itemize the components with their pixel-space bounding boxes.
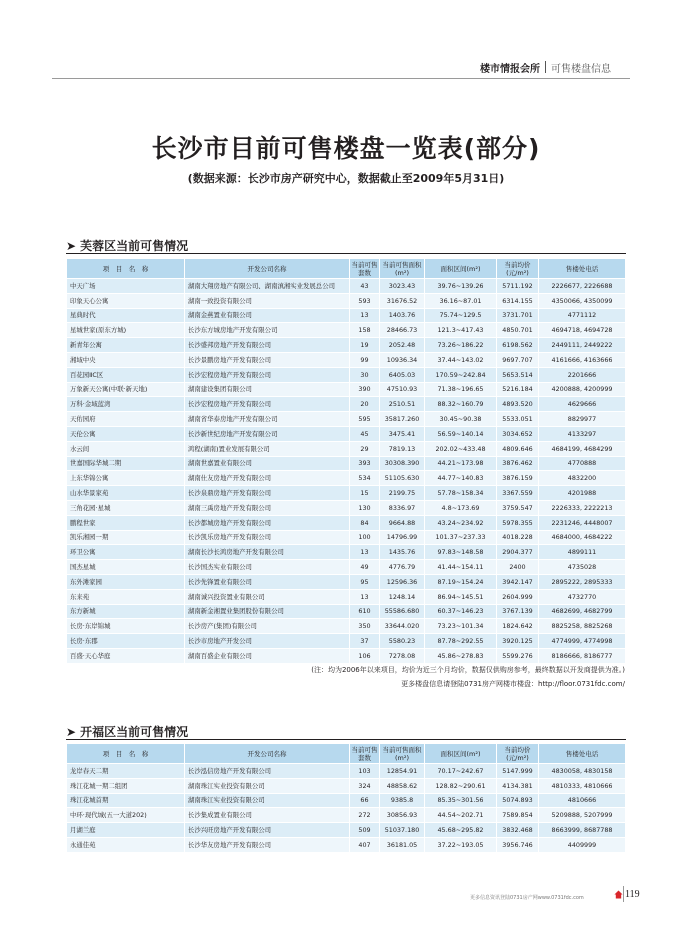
table-cell: 湖南金燕置业有限公司 (185, 308, 350, 323)
table-cell: 8186666, 8186777 (539, 648, 626, 663)
table-cell: 长沙兴旺房地产开发有限公司 (185, 823, 350, 838)
table-row (67, 308, 626, 323)
page-title: 长沙市目前可售楼盘一览表(部分) (151, 134, 541, 163)
table-cell: 128.82~290.61 (425, 778, 497, 793)
table-cell: 4774999, 4774998 (539, 634, 626, 649)
table-cell: 4629666 (539, 397, 626, 412)
table-cell: 121.3~417.43 (425, 323, 497, 338)
table-cell: 三角花园·星城 (67, 500, 185, 515)
table-cell: 东方新城 (67, 604, 185, 619)
page-header (480, 58, 630, 76)
table-row (67, 793, 626, 808)
table-cell: 长沙都城房地产开发有限公司 (185, 515, 350, 530)
more-info-link-text: 更多楼盘信息请登陆0731房产网楼市楼盘：http://floor.0731fdc.com/ (401, 680, 625, 688)
table-row (67, 500, 626, 515)
table-cell: 4.8~173.69 (425, 500, 497, 515)
table-cell: 4899111 (539, 545, 626, 560)
table-header-row (67, 259, 626, 279)
table-row (67, 279, 626, 294)
table-row (67, 352, 626, 367)
table-row (67, 367, 626, 382)
column-header: 项 目 名 称 (67, 744, 185, 764)
house-icon (614, 890, 623, 899)
table-row (67, 515, 626, 530)
table-row (67, 471, 626, 486)
table-cell: 天佑园府 (67, 412, 185, 427)
table-cell: 4810333, 4810666 (539, 778, 626, 793)
table-cell: 36181.05 (380, 837, 425, 852)
table-cell: 73.23~101.34 (425, 619, 497, 634)
table-cell: 49 (350, 560, 380, 575)
table-cell: 2604.999 (497, 589, 539, 604)
table-cell: 30856.93 (380, 808, 425, 823)
table-cell: 101.37~237.33 (425, 530, 497, 545)
table-cell: 2895222, 2895333 (539, 574, 626, 589)
table-cell: 14796.99 (380, 530, 425, 545)
table-cell: 5978.355 (497, 515, 539, 530)
table-cell: 3876.159 (497, 471, 539, 486)
table-cell: 3942.147 (497, 574, 539, 589)
table-cell: 87.78~292.55 (425, 634, 497, 649)
table-cell: 3767.139 (497, 604, 539, 619)
table-cell: 509 (350, 823, 380, 838)
column-header: 当前均价(元/m²) (497, 259, 539, 279)
section-divider (66, 739, 626, 740)
table-row (67, 764, 626, 779)
column-header: 面积区间(m²) (425, 744, 497, 764)
table-cell: 10936.34 (380, 352, 425, 367)
table-cell: 30.45~90.38 (425, 412, 497, 427)
table-cell: 印象天心公寓 (67, 293, 185, 308)
table-cell: 百花园ⅡC区 (67, 367, 185, 382)
table-cell: 4161666, 4163666 (539, 352, 626, 367)
table-cell: 37.44~143.02 (425, 352, 497, 367)
table-cell: 4810666 (539, 793, 626, 808)
table-cell: 9385.8 (380, 793, 425, 808)
table-cell: 5599.276 (497, 648, 539, 663)
table-cell: 1248.14 (380, 589, 425, 604)
table-row (67, 486, 626, 501)
table-cell: 3475.41 (380, 426, 425, 441)
table-cell: 28466.73 (380, 323, 425, 338)
table-cell: 35817.260 (380, 412, 425, 427)
table-cell: 5711.192 (497, 279, 539, 294)
table-cell: 长房·东郡 (67, 634, 185, 649)
table-cell: 百盛·天心华庭 (67, 648, 185, 663)
table-cell: 595 (350, 412, 380, 427)
table-cell: 长沙宏程房地产开发有限公司 (185, 397, 350, 412)
table-cell: 月湖兰庭 (67, 823, 185, 838)
table-cell: 45.86~278.83 (425, 648, 497, 663)
table-cell: 106 (350, 648, 380, 663)
table-cell: 湖南建设集团有限公司 (185, 382, 350, 397)
table-row (67, 456, 626, 471)
table-cell: 龙岸春天二期 (67, 764, 185, 779)
header-section: 楼市情报会所 (480, 63, 540, 75)
table-cell: 湖南长沙长鸿房地产开发有限公司 (185, 545, 350, 560)
table-cell: 万科·金域蓝湾 (67, 397, 185, 412)
section-heading-kaifu (66, 723, 188, 740)
section-title: 开福区当前可售情况 (80, 725, 189, 739)
table-header-row (67, 744, 626, 764)
table-cell: 48858.62 (380, 778, 425, 793)
table-cell: 45 (350, 426, 380, 441)
column-header: 项 目 名 称 (67, 259, 185, 279)
table-cell: 13 (350, 545, 380, 560)
table-cell: 8663999, 8687788 (539, 823, 626, 838)
listing-table-kaifu (66, 743, 626, 853)
table-cell: 610 (350, 604, 380, 619)
table-cell: 13 (350, 589, 380, 604)
table-row (67, 426, 626, 441)
column-header: 售楼处电话 (539, 259, 626, 279)
table-cell: 1403.76 (380, 308, 425, 323)
table-cell: 20 (350, 397, 380, 412)
table-cell: 57.78~158.34 (425, 486, 497, 501)
table-cell: 2510.51 (380, 397, 425, 412)
column-header: 售楼处电话 (539, 744, 626, 764)
table-cell: 37.22~193.05 (425, 837, 497, 852)
column-header: 当前可售套数 (351, 745, 378, 762)
table-cell: 湖南省华泰房地产开发有限公司 (185, 412, 350, 427)
table-row (67, 545, 626, 560)
table-row (67, 338, 626, 353)
table-cell: 星城世家(原东方城) (67, 323, 185, 338)
table-cell: 长沙凯乐房地产开发有限公司 (185, 530, 350, 545)
table-cell: 4134.381 (497, 778, 539, 793)
table-cell: 长沙先锋置业有限公司 (185, 574, 350, 589)
table-row (67, 619, 626, 634)
table-cell: 湖南仕友房地产开发有限公司 (185, 471, 350, 486)
header-subsection: 可售楼盘信息 (551, 63, 611, 75)
arrow-icon: ➤ (66, 724, 77, 739)
table-cell: 390 (350, 382, 380, 397)
table-cell: 永通佳苑 (67, 837, 185, 852)
table-cell: 41.44~154.11 (425, 560, 497, 575)
table-cell: 3367.559 (497, 486, 539, 501)
header-separator (545, 61, 546, 73)
table-cell: 湘域中央 (67, 352, 185, 367)
table-row (67, 397, 626, 412)
table-cell: 13 (350, 308, 380, 323)
table-row (67, 589, 626, 604)
table-cell: 1824.642 (497, 619, 539, 634)
table-cell: 珠江花城一期二组团 (67, 778, 185, 793)
table-cell: 324 (350, 778, 380, 793)
table-cell: 8825258, 8825268 (539, 619, 626, 634)
table-cell: 97.83~148.58 (425, 545, 497, 560)
table-cell: 4694718, 4694728 (539, 323, 626, 338)
section-heading-furong (66, 237, 188, 254)
table-cell: 万象新天公寓(中联·新天地) (67, 382, 185, 397)
table-cell: 长沙东方城房地产开发有限公司 (185, 323, 350, 338)
table-cell: 湖南大翔房地产有限公司、湖南滇湘实业发展总公司 (185, 279, 350, 294)
table-cell: 100 (350, 530, 380, 545)
table-cell: 2199.75 (380, 486, 425, 501)
table-cell: 中环·现代城(五一大道202) (67, 808, 185, 823)
table-cell: 长沙国杰实业有限公司 (185, 560, 350, 575)
table-cell: 19 (350, 338, 380, 353)
footer-text: 更多信息资讯登陆0731房产网www.0731fdc.com (470, 895, 584, 901)
table-cell: 5533.051 (497, 412, 539, 427)
table-cell: 4018.228 (497, 530, 539, 545)
table-row (67, 604, 626, 619)
table-cell: 5653.514 (497, 367, 539, 382)
table-cell: 29 (350, 441, 380, 456)
table-cell: 7278.08 (380, 648, 425, 663)
table-cell: 45.68~295.82 (425, 823, 497, 838)
table-cell: 长沙新世纪房地产开发有限公司 (185, 426, 350, 441)
table-cell: 43.24~234.92 (425, 515, 497, 530)
page-subtitle: (数据来源：长沙市房产研究中心，数据截止至2009年5月31日) (187, 172, 505, 185)
table-cell: 湖南珠江实业投资有限公司 (185, 778, 350, 793)
table-cell: 2400 (497, 560, 539, 575)
table-cell: 202.02~433.48 (425, 441, 497, 456)
table-row (67, 560, 626, 575)
table-cell: 2052.48 (380, 338, 425, 353)
table-cell: 3759.547 (497, 500, 539, 515)
table-cell: 66 (350, 793, 380, 808)
table-cell: 1435.76 (380, 545, 425, 560)
table-cell: 湖南珠江实业投资有限公司 (185, 793, 350, 808)
table-cell: 407 (350, 837, 380, 852)
table-cell: 103 (350, 764, 380, 779)
table-cell: 4771112 (539, 308, 626, 323)
table-cell: 长沙宏程房地产开发有限公司 (185, 367, 350, 382)
table-cell: 4732770 (539, 589, 626, 604)
table-cell: 99 (350, 352, 380, 367)
table-cell: 湖南百盛企业有限公司 (185, 648, 350, 663)
table-cell: 8829977 (539, 412, 626, 427)
table-cell: 9664.88 (380, 515, 425, 530)
table-cell: 长沙市房地产开发公司 (185, 634, 350, 649)
table-cell: 环卫公寓 (67, 545, 185, 560)
table-cell: 36.16~87.01 (425, 293, 497, 308)
table-cell: 长沙房产(集团)有限公司 (185, 619, 350, 634)
table-cell: 55586.680 (380, 604, 425, 619)
table-row (67, 441, 626, 456)
table-cell: 43 (350, 279, 380, 294)
table-cell: 4832200 (539, 471, 626, 486)
table-cell: 中天广场 (67, 279, 185, 294)
table-cell: 长沙泓信房地产开发有限公司 (185, 764, 350, 779)
table-cell: 上东华锦公寓 (67, 471, 185, 486)
table-cell: 长沙华友房地产开发有限公司 (185, 837, 350, 852)
table-cell: 4133297 (539, 426, 626, 441)
table-cell: 3832.468 (497, 823, 539, 838)
table-cell: 珠江花城首期 (67, 793, 185, 808)
table-row (67, 530, 626, 545)
table-cell: 44.21~173.98 (425, 456, 497, 471)
table-cell: 世嘉国际华城二期 (67, 456, 185, 471)
table-cell: 130 (350, 500, 380, 515)
column-header: 当前可售面积(m²) (380, 744, 425, 764)
table-cell: 33644.020 (380, 619, 425, 634)
table-cell: 天伦公寓 (67, 426, 185, 441)
table-cell: 39.76~139.26 (425, 279, 497, 294)
table-cell: 30308.390 (380, 456, 425, 471)
column-header: 当前可售套数 (351, 260, 378, 277)
page-number: 119 (625, 889, 640, 900)
table-cell: 12854.91 (380, 764, 425, 779)
table-cell: 5074.893 (497, 793, 539, 808)
table-cell: 7589.854 (497, 808, 539, 823)
table-cell: 71.38~196.65 (425, 382, 497, 397)
table-cell: 长沙盛邦房地产开发有限公司 (185, 338, 350, 353)
table-cell: 4830058, 4830158 (539, 764, 626, 779)
table-cell: 6405.03 (380, 367, 425, 382)
table-cell: 新青年公寓 (67, 338, 185, 353)
table-cell: 4201988 (539, 486, 626, 501)
table-cell: 95 (350, 574, 380, 589)
table-cell: 东来苑 (67, 589, 185, 604)
table-row (67, 382, 626, 397)
table-cell: 5209888, 5207999 (539, 808, 626, 823)
table-cell: 2226333, 2222213 (539, 500, 626, 515)
table-cell: 湖南诚兴投资置业有限公司 (185, 589, 350, 604)
table-cell: 4776.79 (380, 560, 425, 575)
table-cell: 5216.184 (497, 382, 539, 397)
table-row (67, 778, 626, 793)
table-cell: 4770888 (539, 456, 626, 471)
table-cell: 73.26~186.22 (425, 338, 497, 353)
table-cell: 3034.652 (497, 426, 539, 441)
table-cell: 393 (350, 456, 380, 471)
table-cell: 4350066, 4350099 (539, 293, 626, 308)
column-header: 开发公司名称 (185, 744, 350, 764)
table-cell: 9697.707 (497, 352, 539, 367)
table-row (67, 837, 626, 852)
table-cell: 31676.52 (380, 293, 425, 308)
table-cell: 3876.462 (497, 456, 539, 471)
table-row (67, 823, 626, 838)
table-cell: 37 (350, 634, 380, 649)
table-cell: 60.37~146.23 (425, 604, 497, 619)
table-cell: 12596.36 (380, 574, 425, 589)
table-cell: 长沙景鹏房地产开发有限公司 (185, 352, 350, 367)
table-cell: 2226677, 2226688 (539, 279, 626, 294)
column-header: 当前均价(元/m²) (497, 744, 539, 764)
table-cell: 4409999 (539, 837, 626, 852)
table-row (67, 412, 626, 427)
table-row (67, 634, 626, 649)
section-divider (66, 253, 626, 254)
table-cell: 51105.630 (380, 471, 425, 486)
table-cell: 4684000, 4684222 (539, 530, 626, 545)
page-number-divider (623, 886, 624, 902)
table-cell: 4809.646 (497, 441, 539, 456)
table-cell: 4850.701 (497, 323, 539, 338)
table-cell: 长沙集成置业有限公司 (185, 808, 350, 823)
table-cell: 湖南世嘉置业有限公司 (185, 456, 350, 471)
table-cell: 鸿程(湖南)置业发展有限公司 (185, 441, 350, 456)
table-cell: 75.74~129.5 (425, 308, 497, 323)
table-cell: 7819.13 (380, 441, 425, 456)
table-cell: 170.59~242.84 (425, 367, 497, 382)
table-cell: 星典时代 (67, 308, 185, 323)
table-cell: 56.59~140.14 (425, 426, 497, 441)
column-header: 面积区间(m²) (425, 259, 497, 279)
table-cell: 86.94~145.51 (425, 589, 497, 604)
table-cell: 593 (350, 293, 380, 308)
table-row (67, 808, 626, 823)
table-cell: 鹏程世家 (67, 515, 185, 530)
table-cell: 272 (350, 808, 380, 823)
table-cell: 湖南三禹房地产开发有限公司 (185, 500, 350, 515)
table-cell: 2201666 (539, 367, 626, 382)
listing-table-furong (66, 258, 626, 664)
column-header: 当前可售面积(m²) (380, 259, 425, 279)
table-cell: 30 (350, 367, 380, 382)
table-cell: 47510.93 (380, 382, 425, 397)
table-cell: 4684199, 4684299 (539, 441, 626, 456)
table-cell: 3920.125 (497, 634, 539, 649)
table-cell: 85.35~301.56 (425, 793, 497, 808)
table-cell: 88.32~160.79 (425, 397, 497, 412)
table-row (67, 574, 626, 589)
column-header: 开发公司名称 (185, 259, 350, 279)
table-cell: 2904.377 (497, 545, 539, 560)
table-cell: 350 (350, 619, 380, 634)
table-row (67, 648, 626, 663)
table-cell: 4682699, 4682799 (539, 604, 626, 619)
table-cell: 158 (350, 323, 380, 338)
table-cell: 5147.999 (497, 764, 539, 779)
table-cell: 87.19~154.24 (425, 574, 497, 589)
table-cell: 山水华景家苑 (67, 486, 185, 501)
table-note: (注：均为2006年以来项目，均价为近三个月均价，数据仅供购房参考，最终数据以开发商提供为准。) (311, 666, 625, 674)
table-cell: 湖南新金湘置业集团股份有限公司 (185, 604, 350, 619)
table-cell: 湖南一致投资有限公司 (185, 293, 350, 308)
table-cell: 6314.155 (497, 293, 539, 308)
table-cell: 3731.701 (497, 308, 539, 323)
table-cell: 3023.43 (380, 279, 425, 294)
table-cell: 凯乐湘园一期 (67, 530, 185, 545)
table-row (67, 323, 626, 338)
table-cell: 东外滩家园 (67, 574, 185, 589)
table-cell: 44.77~140.83 (425, 471, 497, 486)
table-cell: 4200888, 4200999 (539, 382, 626, 397)
table-cell: 国杰星城 (67, 560, 185, 575)
table-cell: 长沙泉鼎房地产开发有限公司 (185, 486, 350, 501)
table-cell: 6198.562 (497, 338, 539, 353)
table-cell: 3956.746 (497, 837, 539, 852)
table-cell: 534 (350, 471, 380, 486)
section-title: 芙蓉区当前可售情况 (80, 239, 189, 253)
table-cell: 4893.520 (497, 397, 539, 412)
table-cell: 8336.97 (380, 500, 425, 515)
table-cell: 70.17~242.67 (425, 764, 497, 779)
table-cell: 51037.180 (380, 823, 425, 838)
table-cell: 2231246, 4448007 (539, 515, 626, 530)
arrow-icon: ➤ (66, 238, 77, 253)
table-cell: 84 (350, 515, 380, 530)
table-cell: 水云间 (67, 441, 185, 456)
table-cell: 4735028 (539, 560, 626, 575)
table-row (67, 293, 626, 308)
table-cell: 44.54~202.71 (425, 808, 497, 823)
table-cell: 2449111, 2449222 (539, 338, 626, 353)
header-divider (52, 78, 630, 79)
table-cell: 5580.23 (380, 634, 425, 649)
table-cell: 15 (350, 486, 380, 501)
table-cell: 长房·东岸锦城 (67, 619, 185, 634)
